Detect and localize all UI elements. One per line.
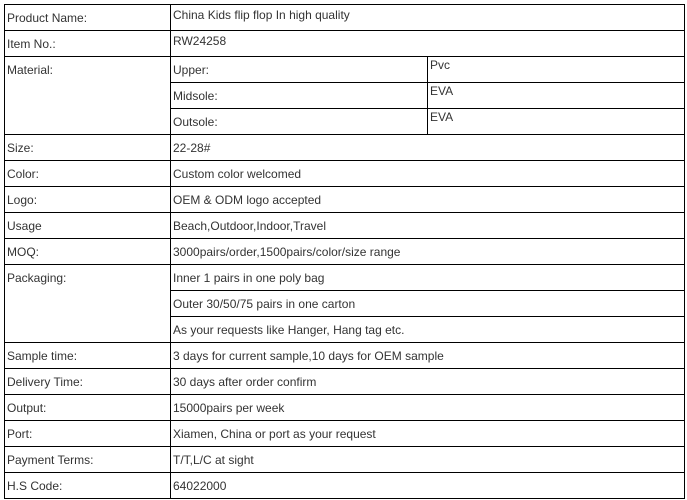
midsole-value: EVA <box>428 83 685 109</box>
moq-value: 3000pairs/order,1500pairs/color/size range <box>171 239 685 265</box>
row-sample-time <box>5 343 685 369</box>
row-logo <box>5 187 685 213</box>
output-label: Output: <box>5 395 171 421</box>
packaging-line-3: As your requests like Hanger, Hang tag etc. <box>171 317 685 343</box>
sample-time-label: Sample time: <box>5 343 171 369</box>
payment-terms-label: Payment Terms: <box>5 447 171 473</box>
color-label: Color: <box>5 161 171 187</box>
logo-label: Logo: <box>5 187 171 213</box>
payment-terms-value: T/T,L/C at sight <box>171 447 685 473</box>
row-size <box>5 135 685 161</box>
delivery-time-value: 30 days after order confirm <box>171 369 685 395</box>
usage-label: Usage <box>5 213 171 239</box>
size-value: 22-28# <box>171 135 685 161</box>
logo-value: OEM & ODM logo accepted <box>171 187 685 213</box>
material-label: Material: <box>5 57 171 135</box>
color-value: Custom color welcomed <box>171 161 685 187</box>
output-value: 15000pairs per week <box>171 395 685 421</box>
row-usage <box>5 213 685 239</box>
row-delivery-time <box>5 369 685 395</box>
upper-label: Upper: <box>171 57 428 83</box>
packaging-label: Packaging: <box>5 265 171 343</box>
packaging-line-1: Inner 1 pairs in one poly bag <box>171 265 685 291</box>
moq-label: MOQ: <box>5 239 171 265</box>
outsole-label: Outsole: <box>171 109 428 135</box>
row-material-upper <box>5 57 685 83</box>
item-no-label: Item No.: <box>5 31 171 57</box>
midsole-label: Midsole: <box>171 83 428 109</box>
port-label: Port: <box>5 421 171 447</box>
usage-value: Beach,Outdoor,Indoor,Travel <box>171 213 685 239</box>
delivery-time-label: Delivery Time: <box>5 369 171 395</box>
row-color <box>5 161 685 187</box>
row-payment-terms <box>5 447 685 473</box>
row-hs-code <box>5 473 685 499</box>
row-product-name <box>5 5 685 31</box>
row-packaging-1 <box>5 265 685 291</box>
row-item-no <box>5 31 685 57</box>
product-name-value: China Kids flip flop In high quality <box>171 5 685 31</box>
upper-value: Pvc <box>428 57 685 83</box>
size-label: Size: <box>5 135 171 161</box>
row-port <box>5 421 685 447</box>
product-name-label: Product Name: <box>5 5 171 31</box>
product-spec-table <box>4 4 685 499</box>
row-moq <box>5 239 685 265</box>
hs-code-label: H.S Code: <box>5 473 171 499</box>
port-value: Xiamen, China or port as your request <box>171 421 685 447</box>
row-output <box>5 395 685 421</box>
sample-time-value: 3 days for current sample,10 days for OEM sample <box>171 343 685 369</box>
packaging-line-2: Outer 30/50/75 pairs in one carton <box>171 291 685 317</box>
item-no-value: RW24258 <box>171 31 685 57</box>
hs-code-value: 64022000 <box>171 473 685 499</box>
outsole-value: EVA <box>428 109 685 135</box>
